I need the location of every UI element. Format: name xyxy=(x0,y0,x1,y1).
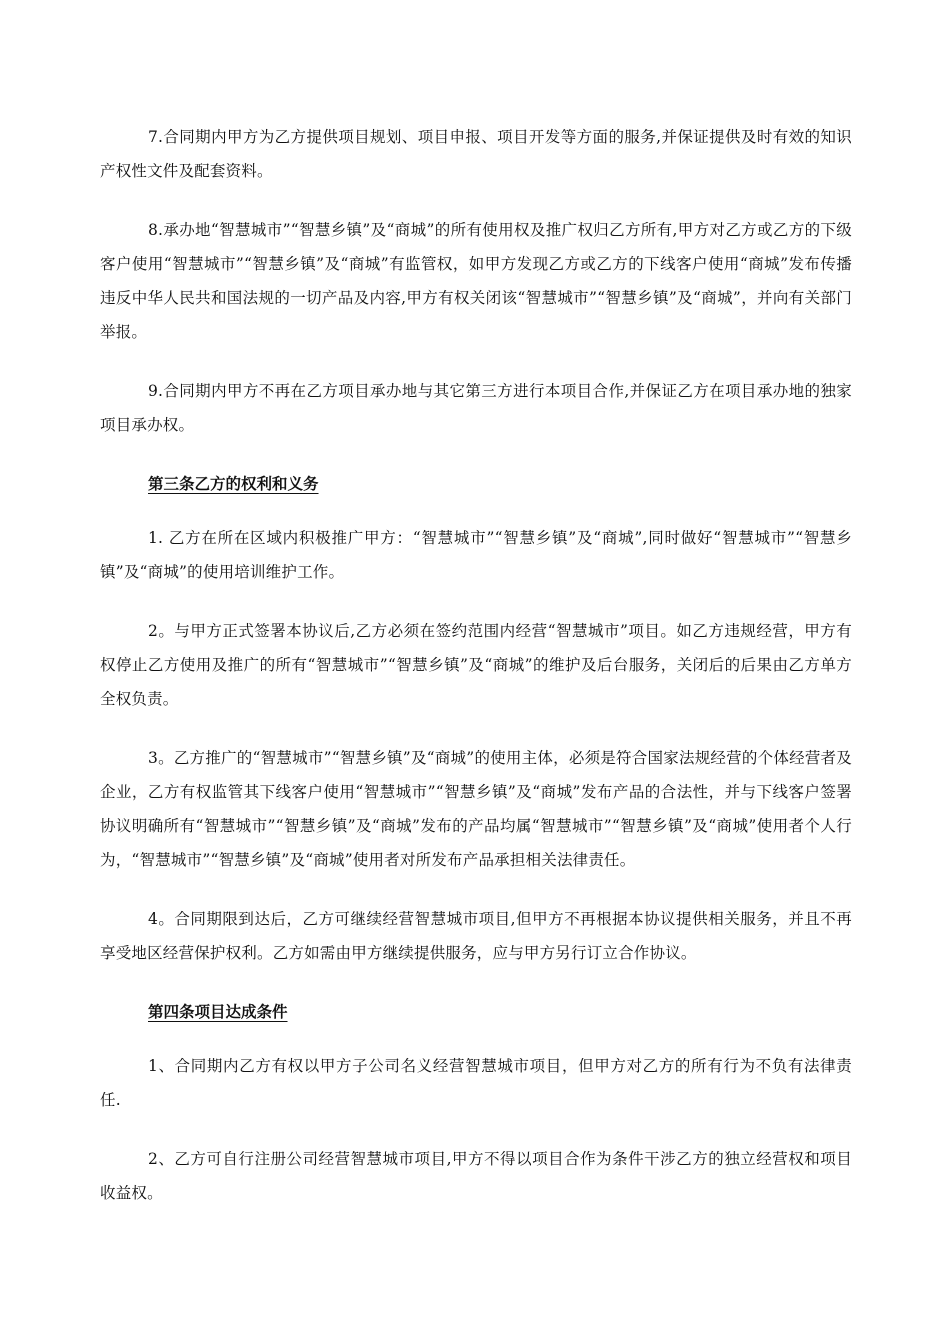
clause-paragraph: 8.承办地“智慧城市”“智慧乡镇”及“商城”的所有使用权及推广权归乙方所有,甲方对乙方或乙方的下级客户使用“智慧城市”“智慧乡镇”及“商城”有监管权，如甲方发现乙方或乙方的下线客户使用“商城”发布传播违反中华人民共和国法规的一切产品及内容,甲方有权关闭该“智慧城市”“智慧乡镇”及“商城”，并向有关部门举报。 xyxy=(100,221,852,341)
document-body xyxy=(100,120,852,1235)
clause-paragraph: 4。合同期限到达后，乙方可继续经营智慧城市项目,但甲方不再根据本协议提供相关服务，并且不再享受地区经营保护权利。乙方如需由甲方继续提供服务，应与甲方另行订立合作协议。 xyxy=(100,910,852,962)
clause-paragraph: 1. 乙方在所在区域内积极推广甲方：“智慧城市”“智慧乡镇”及“商城”,同时做好“智慧城市”“智慧乡镇”及“商城”的使用培训维护工作。 xyxy=(100,529,852,581)
section-heading-4 xyxy=(100,995,852,1029)
section-heading-3 xyxy=(100,467,852,501)
clause-paragraph: 2。与甲方正式签署本协议后,乙方必须在签约范围内经营“智慧城市”项目。如乙方违规经营，甲方有权停止乙方使用及推广的所有“智慧城市”“智慧乡镇”及“商城”的维护及后台服务，关闭后的后果由乙方单方全权负责。 xyxy=(100,622,852,708)
clause-paragraph: 2、乙方可自行注册公司经营智慧城市项目,甲方不得以项目合作为条件干涉乙方的独立经营权和项目收益权。 xyxy=(100,1150,852,1202)
clause-paragraph: 7.合同期内甲方为乙方提供项目规划、项目申报、项目开发等方面的服务,并保证提供及时有效的知识产权性文件及配套资料。 xyxy=(100,128,852,180)
clause-paragraph: 9.合同期内甲方不再在乙方项目承办地与其它第三方进行本项目合作,并保证乙方在项目承办地的独家项目承办权。 xyxy=(100,382,852,434)
clause-paragraph: 3。乙方推广的“智慧城市”“智慧乡镇”及“商城”的使用主体，必须是符合国家法规经营的个体经营者及企业，乙方有权监管其下线客户使用“智慧城市”“智慧乡镇”及“商城”发布产品的合法性，并与下线客户签署协议明确所有“智慧城市”“智慧乡镇”及“商城”发布的产品均属“智慧城市”“智慧乡镇”及“商城”使用者个人行为，“智慧城市”“智慧乡镇”及“商城”使用者对所发布产品承担相关法律责任。 xyxy=(100,749,852,869)
clause-paragraph: 1、合同期内乙方有权以甲方子公司名义经营智慧城市项目，但甲方对乙方的所有行为不负有法律责任. xyxy=(100,1057,852,1109)
section-heading-4-text: 第四条项目达成条件 xyxy=(148,1002,288,1021)
section-heading-3-text: 第三条乙方的权利和义务 xyxy=(148,474,319,493)
